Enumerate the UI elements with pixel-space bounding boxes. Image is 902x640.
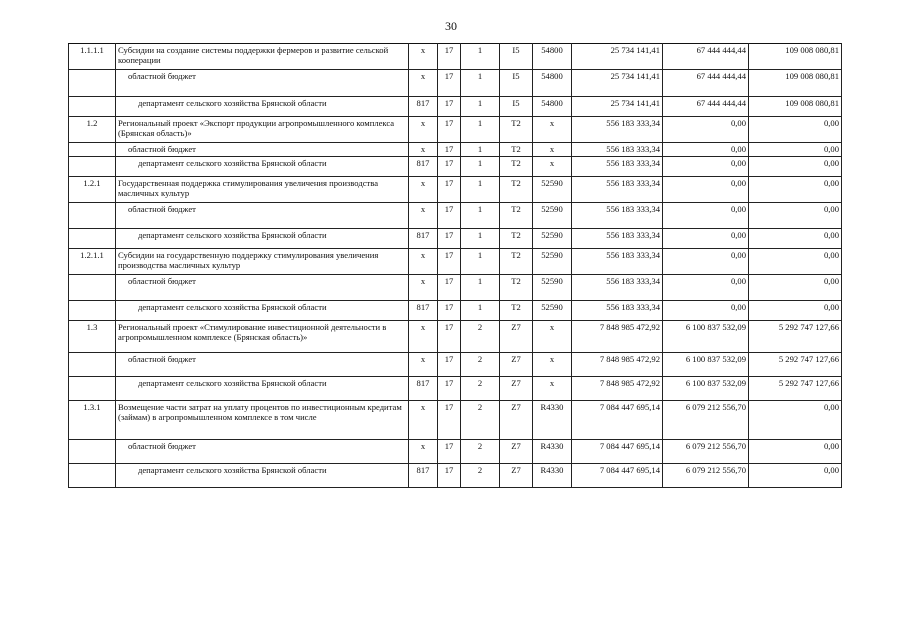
section-cell: 17 (438, 70, 461, 97)
amount-year-3: 0,00 (749, 203, 842, 229)
section-cell: 17 (438, 275, 461, 301)
amount-year-2: 0,00 (663, 301, 749, 321)
table-row (69, 44, 842, 70)
target-item-cell: T2 (500, 275, 533, 301)
target-item-cell: Z7 (500, 401, 533, 440)
table-row (69, 177, 842, 203)
subsection-cell: 2 (461, 353, 500, 377)
amount-year-3: 0,00 (749, 143, 842, 157)
amount-year-2: 67 444 444,44 (663, 97, 749, 117)
target-item-cell: T2 (500, 117, 533, 143)
amount-year-1: 556 183 333,34 (572, 229, 663, 249)
target-item-cell: T2 (500, 177, 533, 203)
section-cell: 17 (438, 440, 461, 464)
subsection-cell: 1 (461, 157, 500, 177)
amount-year-1: 556 183 333,34 (572, 157, 663, 177)
table-row (69, 464, 842, 488)
target-code-cell: х (533, 377, 572, 401)
target-item-cell: Z7 (500, 464, 533, 488)
target-item-cell: T2 (500, 249, 533, 275)
table-row (69, 321, 842, 353)
subsection-cell: 1 (461, 249, 500, 275)
table-row (69, 97, 842, 117)
row-name: департамент сельского хозяйства Брянской области (116, 301, 409, 321)
target-item-cell: I5 (500, 97, 533, 117)
amount-year-2: 67 444 444,44 (663, 70, 749, 97)
table-row (69, 117, 842, 143)
grbs-cell: х (409, 401, 438, 440)
table-row (69, 70, 842, 97)
grbs-cell: 817 (409, 157, 438, 177)
amount-year-3: 0,00 (749, 117, 842, 143)
amount-year-2: 6 100 837 532,09 (663, 353, 749, 377)
row-code (69, 301, 116, 321)
amount-year-2: 6 100 837 532,09 (663, 377, 749, 401)
amount-year-3: 109 008 080,81 (749, 44, 842, 70)
amount-year-2: 0,00 (663, 157, 749, 177)
amount-year-3: 0,00 (749, 229, 842, 249)
row-name: областной бюджет (116, 353, 409, 377)
target-code-cell: R4330 (533, 440, 572, 464)
amount-year-3: 0,00 (749, 401, 842, 440)
amount-year-3: 5 292 747 127,66 (749, 321, 842, 353)
amount-year-1: 25 734 141,41 (572, 44, 663, 70)
grbs-cell: х (409, 117, 438, 143)
grbs-cell: х (409, 275, 438, 301)
target-item-cell: T2 (500, 229, 533, 249)
target-item-cell: Z7 (500, 377, 533, 401)
row-code: 1.3 (69, 321, 116, 353)
grbs-cell: х (409, 44, 438, 70)
row-name: областной бюджет (116, 143, 409, 157)
amount-year-2: 6 100 837 532,09 (663, 321, 749, 353)
target-code-cell: х (533, 353, 572, 377)
row-name: департамент сельского хозяйства Брянской области (116, 97, 409, 117)
section-cell: 17 (438, 464, 461, 488)
row-code (69, 377, 116, 401)
amount-year-2: 0,00 (663, 249, 749, 275)
amount-year-3: 0,00 (749, 177, 842, 203)
row-name: областной бюджет (116, 440, 409, 464)
row-name: Региональный проект «Экспорт продукции агропромышленного комплекса (Брянская область)» (116, 117, 409, 143)
table-row (69, 301, 842, 321)
amount-year-1: 7 084 447 695,14 (572, 464, 663, 488)
amount-year-2: 0,00 (663, 229, 749, 249)
target-code-cell: 52590 (533, 203, 572, 229)
grbs-cell: 817 (409, 97, 438, 117)
amount-year-2: 0,00 (663, 203, 749, 229)
target-item-cell: Z7 (500, 440, 533, 464)
section-cell: 17 (438, 249, 461, 275)
amount-year-1: 556 183 333,34 (572, 301, 663, 321)
target-item-cell: T2 (500, 157, 533, 177)
row-code: 1.2.1 (69, 177, 116, 203)
row-code: 1.1.1.1 (69, 44, 116, 70)
target-code-cell: х (533, 157, 572, 177)
target-code-cell: х (533, 321, 572, 353)
amount-year-2: 0,00 (663, 275, 749, 301)
target-code-cell: 54800 (533, 97, 572, 117)
amount-year-3: 0,00 (749, 301, 842, 321)
amount-year-1: 556 183 333,34 (572, 117, 663, 143)
section-cell: 17 (438, 229, 461, 249)
table-row (69, 275, 842, 301)
row-name: Региональный проект «Стимулирование инвестиционной деятельности в агропромышленном комплексе (Брянская область)» (116, 321, 409, 353)
table-row (69, 377, 842, 401)
grbs-cell: 817 (409, 377, 438, 401)
table-row (69, 401, 842, 440)
amount-year-1: 7 848 985 472,92 (572, 321, 663, 353)
amount-year-3: 0,00 (749, 440, 842, 464)
target-code-cell: R4330 (533, 464, 572, 488)
amount-year-1: 25 734 141,41 (572, 70, 663, 97)
target-item-cell: T2 (500, 143, 533, 157)
grbs-cell: х (409, 321, 438, 353)
row-code (69, 275, 116, 301)
table-row (69, 440, 842, 464)
amount-year-1: 556 183 333,34 (572, 249, 663, 275)
section-cell: 17 (438, 203, 461, 229)
grbs-cell: х (409, 177, 438, 203)
section-cell: 17 (438, 143, 461, 157)
subsection-cell: 1 (461, 117, 500, 143)
grbs-cell: х (409, 440, 438, 464)
amount-year-2: 0,00 (663, 177, 749, 203)
row-code (69, 229, 116, 249)
row-code (69, 143, 116, 157)
amount-year-2: 6 079 212 556,70 (663, 401, 749, 440)
table-row (69, 229, 842, 249)
section-cell: 17 (438, 157, 461, 177)
amount-year-1: 25 734 141,41 (572, 97, 663, 117)
amount-year-1: 556 183 333,34 (572, 203, 663, 229)
row-name: Субсидии на создание системы поддержки фермеров и развитие сельской кооперации (116, 44, 409, 70)
row-name: департамент сельского хозяйства Брянской области (116, 464, 409, 488)
section-cell: 17 (438, 401, 461, 440)
section-cell: 17 (438, 97, 461, 117)
target-code-cell: 52590 (533, 177, 572, 203)
grbs-cell: х (409, 70, 438, 97)
grbs-cell: х (409, 143, 438, 157)
row-name: Государственная поддержка стимулирования увеличения производства масличных культур (116, 177, 409, 203)
table-row (69, 203, 842, 229)
target-item-cell: I5 (500, 70, 533, 97)
subsection-cell: 1 (461, 70, 500, 97)
amount-year-1: 7 084 447 695,14 (572, 401, 663, 440)
section-cell: 17 (438, 301, 461, 321)
row-code (69, 97, 116, 117)
row-name: областной бюджет (116, 275, 409, 301)
target-code-cell: 52590 (533, 249, 572, 275)
grbs-cell: х (409, 249, 438, 275)
subsection-cell: 2 (461, 440, 500, 464)
subsection-cell: 1 (461, 177, 500, 203)
row-code: 1.2 (69, 117, 116, 143)
row-name: областной бюджет (116, 203, 409, 229)
grbs-cell: 817 (409, 301, 438, 321)
row-code (69, 157, 116, 177)
row-name: Возмещение части затрат на уплату процентов по инвестиционным кредитам (займам) в агропромышленном комплексе в том числе (116, 401, 409, 440)
amount-year-1: 7 084 447 695,14 (572, 440, 663, 464)
target-item-cell: T2 (500, 203, 533, 229)
amount-year-1: 556 183 333,34 (572, 177, 663, 203)
amount-year-3: 0,00 (749, 249, 842, 275)
target-code-cell: 54800 (533, 70, 572, 97)
amount-year-3: 0,00 (749, 157, 842, 177)
section-cell: 17 (438, 353, 461, 377)
row-name: департамент сельского хозяйства Брянской области (116, 157, 409, 177)
section-cell: 17 (438, 377, 461, 401)
table-row (69, 157, 842, 177)
subsection-cell: 1 (461, 203, 500, 229)
target-item-cell: Z7 (500, 321, 533, 353)
amount-year-2: 0,00 (663, 143, 749, 157)
row-code (69, 464, 116, 488)
grbs-cell: 817 (409, 464, 438, 488)
subsection-cell: 1 (461, 44, 500, 70)
amount-year-3: 5 292 747 127,66 (749, 377, 842, 401)
amount-year-1: 556 183 333,34 (572, 143, 663, 157)
row-code (69, 353, 116, 377)
table-row (69, 353, 842, 377)
section-cell: 17 (438, 177, 461, 203)
grbs-cell: х (409, 353, 438, 377)
amount-year-3: 109 008 080,81 (749, 70, 842, 97)
budget-table (68, 43, 842, 488)
row-code (69, 440, 116, 464)
amount-year-3: 5 292 747 127,66 (749, 353, 842, 377)
subsection-cell: 2 (461, 464, 500, 488)
row-name: департамент сельского хозяйства Брянской области (116, 377, 409, 401)
amount-year-3: 109 008 080,81 (749, 97, 842, 117)
target-code-cell: 52590 (533, 229, 572, 249)
row-code (69, 203, 116, 229)
amount-year-2: 0,00 (663, 117, 749, 143)
amount-year-2: 67 444 444,44 (663, 44, 749, 70)
target-code-cell: 52590 (533, 301, 572, 321)
target-code-cell: 52590 (533, 275, 572, 301)
target-code-cell: х (533, 117, 572, 143)
grbs-cell: 817 (409, 229, 438, 249)
section-cell: 17 (438, 321, 461, 353)
row-name: департамент сельского хозяйства Брянской области (116, 229, 409, 249)
subsection-cell: 2 (461, 401, 500, 440)
row-code: 1.3.1 (69, 401, 116, 440)
target-item-cell: Z7 (500, 353, 533, 377)
amount-year-1: 556 183 333,34 (572, 275, 663, 301)
subsection-cell: 2 (461, 377, 500, 401)
row-name: Субсидии на государственную поддержку стимулирования увеличения производства масличных культур (116, 249, 409, 275)
section-cell: 17 (438, 117, 461, 143)
table-row (69, 249, 842, 275)
target-item-cell: I5 (500, 44, 533, 70)
subsection-cell: 1 (461, 229, 500, 249)
amount-year-1: 7 848 985 472,92 (572, 353, 663, 377)
amount-year-3: 0,00 (749, 275, 842, 301)
target-code-cell: R4330 (533, 401, 572, 440)
subsection-cell: 1 (461, 275, 500, 301)
subsection-cell: 2 (461, 321, 500, 353)
target-item-cell: T2 (500, 301, 533, 321)
subsection-cell: 1 (461, 97, 500, 117)
amount-year-1: 7 848 985 472,92 (572, 377, 663, 401)
grbs-cell: х (409, 203, 438, 229)
subsection-cell: 1 (461, 143, 500, 157)
amount-year-2: 6 079 212 556,70 (663, 464, 749, 488)
amount-year-3: 0,00 (749, 464, 842, 488)
row-name: областной бюджет (116, 70, 409, 97)
target-code-cell: 54800 (533, 44, 572, 70)
page-number: 30 (445, 19, 457, 33)
table-row (69, 143, 842, 157)
section-cell: 17 (438, 44, 461, 70)
row-code (69, 70, 116, 97)
amount-year-2: 6 079 212 556,70 (663, 440, 749, 464)
subsection-cell: 1 (461, 301, 500, 321)
target-code-cell: х (533, 143, 572, 157)
row-code: 1.2.1.1 (69, 249, 116, 275)
